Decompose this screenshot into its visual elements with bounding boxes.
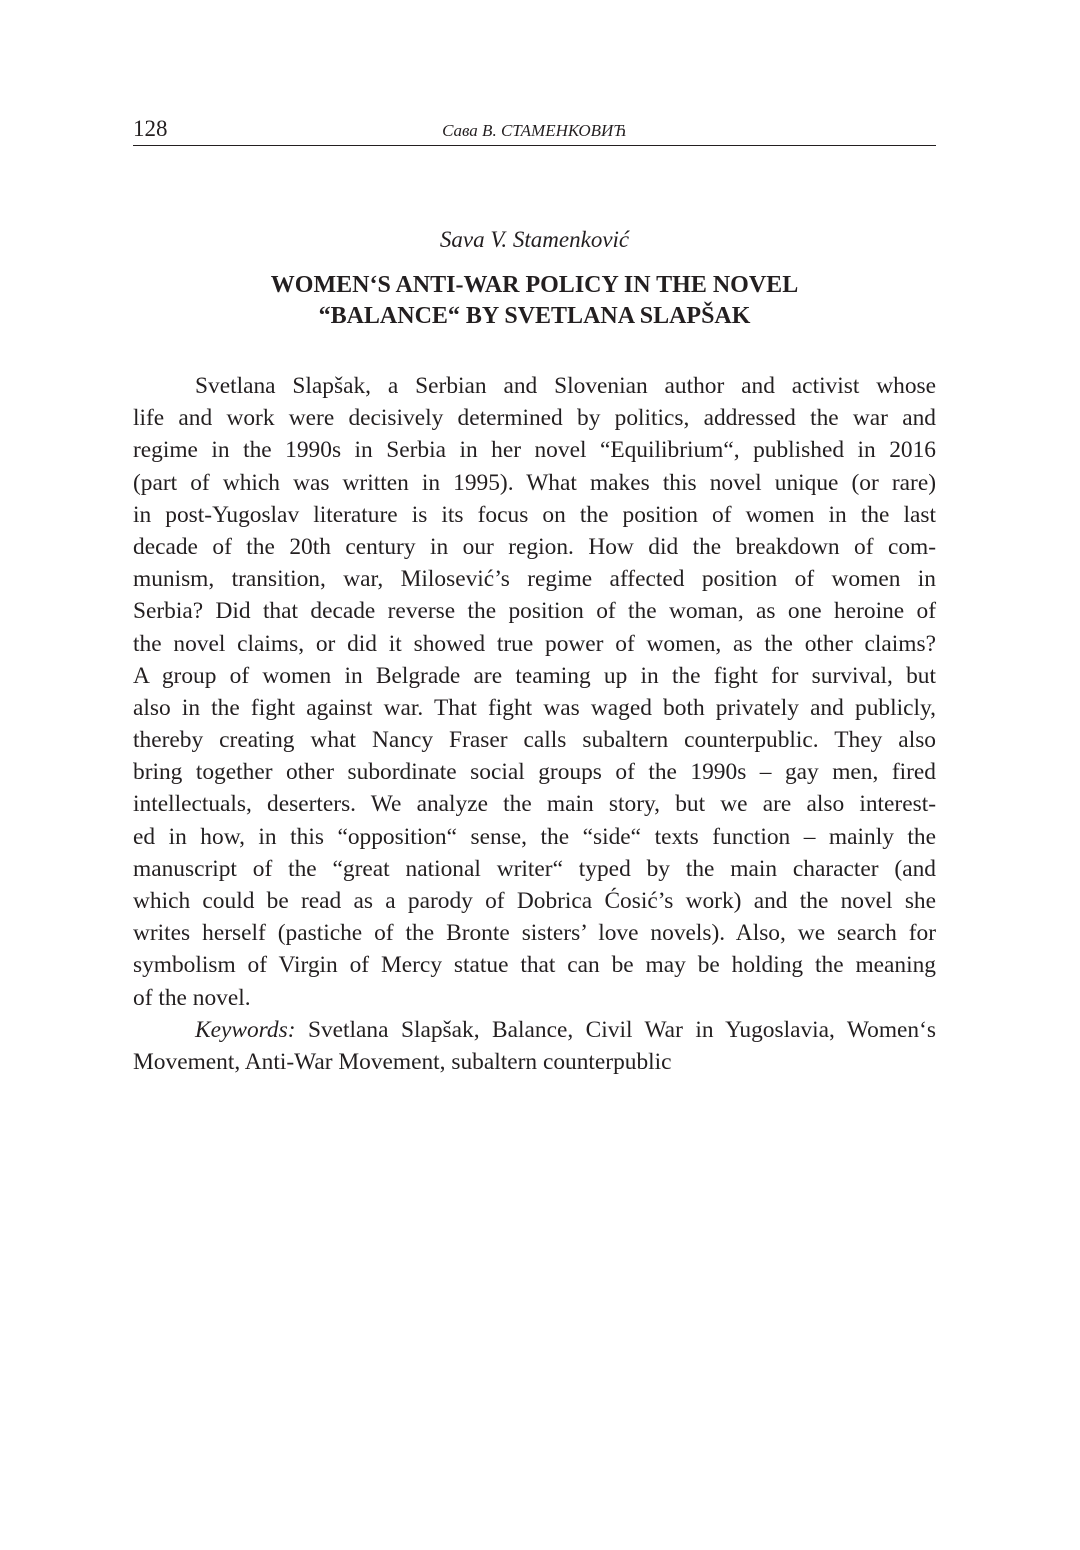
abstract-line: Svetlana Slapšak, a Serbian and Slovenian author and activist whose [195,373,936,399]
abstract-line: (part of which was written in 1995). What makes this novel unique (or rare) [133,469,936,496]
abstract-line: intellectuals, deserters. We analyze the main story, but we are also interest- [133,791,936,818]
abstract-line: ed in how, in this “opposition“ sense, the “side“ texts function – mainly the [133,823,936,850]
keywords-label: Keywords: [195,1017,296,1043]
abstract-line: munism, transition, war, Milosević’s regime affected position of women in [133,566,936,593]
abstract-line: A group of women in Belgrade are teaming up in the fight for survival, but [133,662,936,689]
keywords-line [133,1014,936,1046]
abstract-paragraph [133,370,936,1014]
abstract-line: bring together other subordinate social groups of the 1990s – gay men, fired [133,759,936,786]
abstract-line: also in the fight against war. That fight was waged both privately and publicly, [133,694,936,721]
keywords-line: Movement, Anti-War Movement, subaltern counterpublic [133,1049,672,1076]
abstract-line: life and work were decisively determined by politics, addressed the war and [133,405,936,432]
running-head-author: Сава В. СТАМЕНКОВИЋ [442,121,627,140]
page-number: 128 [133,116,168,141]
abstract-line: which could be read as a parody of Dobrica Ćosić’s work) and the novel she [133,888,936,914]
abstract-line: writes herself (pastiche of the Bronte sisters’ love novels). Also, we search for [133,920,936,947]
abstract-line: of the novel. [133,984,251,1011]
abstract-line: in post-Yugoslav literature is its focus on the position of women in the last [133,501,936,528]
running-head [133,112,936,146]
abstract-line: the novel claims, or did it showed true power of women, as the other claims? [133,630,936,657]
article-title-line: WOMEN‘S ANTI-WAR POLICY IN THE NOVEL [270,272,799,298]
abstract-line: manuscript of the “great national writer“ typed by the main character (and [133,855,936,882]
keywords-paragraph [133,1014,936,1078]
abstract-line: symbolism of Virgin of Mercy statue that can be may be holding the meaning [133,952,936,979]
abstract-line: thereby creating what Nancy Fraser calls subaltern counterpublic. They also [133,727,936,754]
abstract-line: Serbia? Did that decade reverse the position of the woman, as one heroine of [133,598,936,625]
keywords-text: Svetlana Slapšak, Balance, Civil War in Yugoslavia, Women‘s [295,1017,936,1043]
article-title-line: “BALANCE“ BY SVETLANA SLAPŠAK [318,303,751,329]
abstract-line: regime in the 1990s in Serbia in her novel “Equilibrium“, published in 2016 [133,437,936,464]
article-author: Sava V. Stamenković [439,227,630,252]
article-title [133,270,936,332]
abstract-line: decade of the 20th century in our region. How did the breakdown of com- [133,533,936,560]
